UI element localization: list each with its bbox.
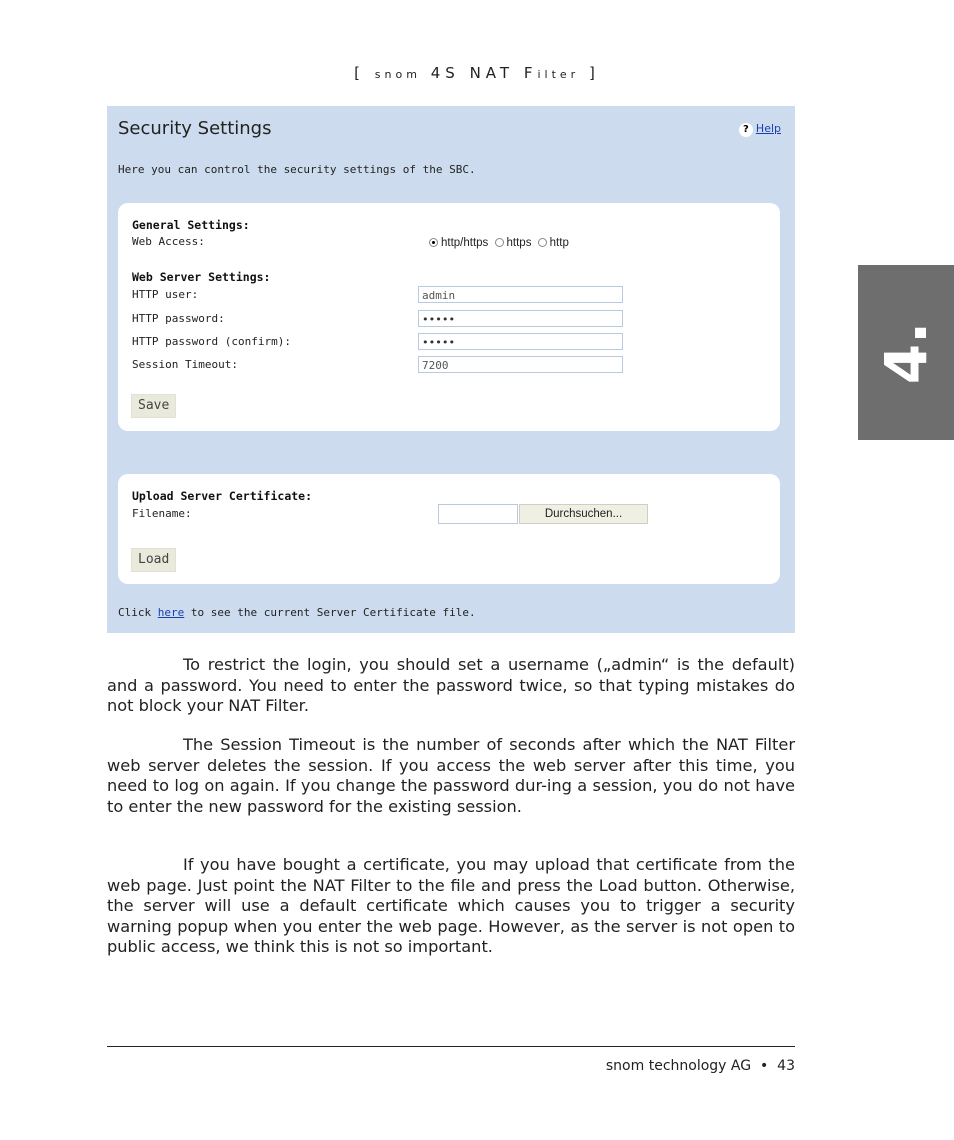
product-initial: F <box>523 64 538 82</box>
chapter-tab <box>858 265 954 440</box>
help-icon: ? <box>739 123 753 137</box>
company-name: snom <box>374 68 421 81</box>
radio-http[interactable] <box>538 238 547 247</box>
filename-input[interactable] <box>438 504 518 524</box>
http-user-input[interactable]: admin <box>418 286 623 303</box>
intro-text: Here you can control the security settings of the SBC. <box>118 163 476 176</box>
help-link-group[interactable] <box>739 122 781 137</box>
http-password-input[interactable]: ••••• <box>418 310 623 327</box>
page-number: 43 <box>777 1058 795 1074</box>
chapter-number: 4. <box>872 321 940 384</box>
browse-button[interactable]: Durchsuchen... <box>519 504 648 524</box>
http-user-label: HTTP user: <box>132 288 199 301</box>
http-password-confirm-label: HTTP password (confirm): <box>132 335 291 348</box>
model-name: 4S NAT <box>430 64 515 82</box>
general-settings-heading: General Settings: <box>132 218 250 232</box>
upload-certificate-heading: Upload Server Certificate: <box>132 489 313 503</box>
paragraph-2-text: The Session Timeout is the number of seconds after which the NAT Filter web server deletes the session. If you access the web server after this time, you need to log on again. If you change the password dur-ing a session, you do not have to enter the new password for the existing session. <box>107 735 795 816</box>
radio-http-https[interactable] <box>429 238 438 247</box>
bracket-close: ] <box>588 64 600 82</box>
certificate-footer-text <box>118 606 476 619</box>
security-settings-screenshot <box>107 106 795 633</box>
footer-text-after: to see the current Server Certificate file. <box>184 606 476 619</box>
paragraph-1-text: To restrict the login, you should set a username („admin“ is the default) and a password. You need to enter the password twice, so that typing mistakes do not block your NAT Filter. <box>107 655 795 715</box>
footer-text-before: Click <box>118 606 158 619</box>
radio-https[interactable] <box>495 238 504 247</box>
general-settings-panel <box>118 203 780 431</box>
session-timeout-label: Session Timeout: <box>132 358 238 371</box>
help-link[interactable]: Help <box>755 122 781 135</box>
upload-certificate-panel <box>118 474 780 584</box>
product-rest: ilter <box>537 68 580 81</box>
filename-label: Filename: <box>132 507 192 520</box>
radio-label-http: http <box>549 237 569 249</box>
paragraph-3-text: If you have bought a certificate, you may upload that certificate from the web page. Just point the NAT Filter to the file and press the Load button. Otherwise, the server will use a default certificate which causes you to trigger a security warning popup when you enter the web page. However, as the server is not open to public access, we think this is not so important. <box>107 855 795 956</box>
footer-bullet: • <box>760 1058 769 1074</box>
footer-rule <box>107 1046 795 1047</box>
footer-company: snom technology AG <box>605 1058 752 1074</box>
http-password-label: HTTP password: <box>132 312 225 325</box>
page-footer <box>606 1058 795 1074</box>
save-button[interactable]: Save <box>131 394 176 418</box>
session-timeout-input[interactable]: 7200 <box>418 356 623 373</box>
load-button[interactable]: Load <box>131 548 176 572</box>
radio-label-http-https: http/https <box>441 237 489 249</box>
running-head <box>0 64 954 82</box>
paragraph-1 <box>107 655 795 717</box>
bracket-open: [ <box>354 64 366 82</box>
web-access-label: Web Access: <box>132 235 205 248</box>
certificate-here-link[interactable]: here <box>157 606 185 619</box>
http-password-confirm-input[interactable]: ••••• <box>418 333 623 350</box>
paragraph-2 <box>107 735 795 817</box>
paragraph-3 <box>107 855 795 958</box>
page-title: Security Settings <box>118 118 272 139</box>
web-server-settings-heading: Web Server Settings: <box>132 270 271 284</box>
web-access-radio-group <box>426 237 569 249</box>
radio-label-https: https <box>506 237 532 249</box>
